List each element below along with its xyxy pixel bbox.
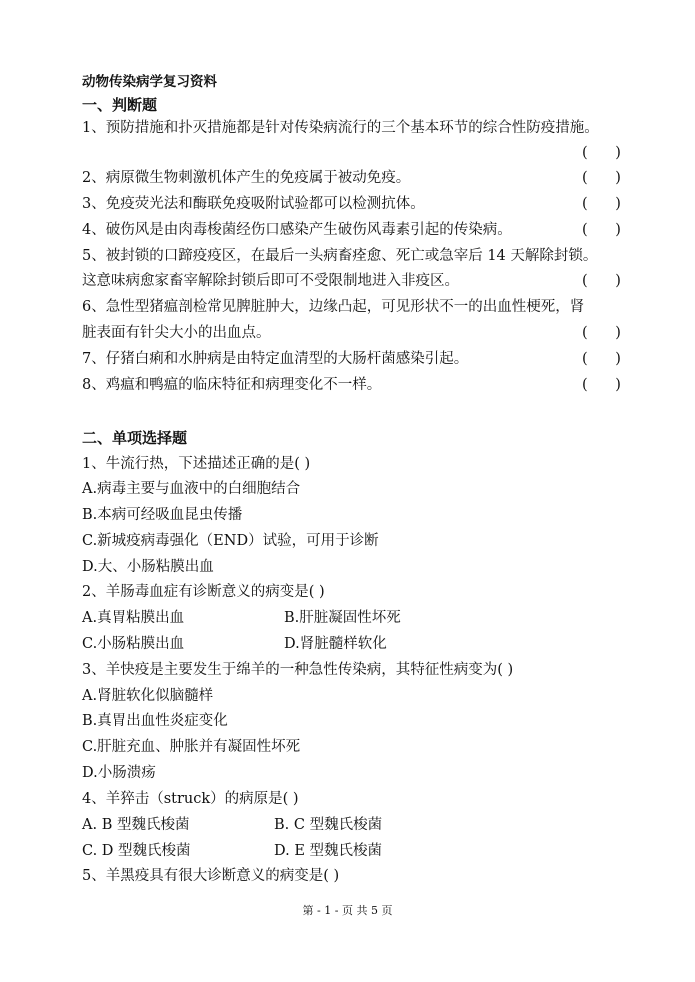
tf-question-3: 3、免疫荧光法和酶联免疫吸附试验都可以检测抗体。 <box>82 196 425 212</box>
tf-question-1: 1、预防措施和扑灭措施都是针对传染病流行的三个基本环节的综合性防疫措施。 <box>82 120 599 136</box>
mc-question-2: 2、羊肠毒血症有诊断意义的病变是( ) <box>82 584 325 600</box>
mc-question-4: 4、羊猝击（struck）的病原是( ) <box>82 791 299 807</box>
mc-option: A. B 型魏氏梭菌 <box>82 817 190 833</box>
mc-question-1: 1、牛流行热，下述描述正确的是( ) <box>82 456 311 472</box>
mc-option: A.肾脏软化似脑髓样 <box>82 688 214 704</box>
mc-question-5: 5、羊黑疫具有很大诊断意义的病变是( ) <box>82 868 340 884</box>
section-heading-true-false: 一、判断题 <box>82 96 158 114</box>
tf-question-7: 7、仔猪白痢和水肿病是由特定血清型的大肠杆菌感染引起。 <box>82 351 469 367</box>
tf-question-6: 6、急性型猪瘟剖检常见脾脏肿大，边缘凸起，可见形状不一的出血性梗死，肾 <box>82 299 585 315</box>
mc-option: B.真胃出血性炎症变化 <box>82 713 228 729</box>
answer-blank: ( ) <box>582 222 621 238</box>
mc-option: C. D 型魏氏梭菌 <box>82 843 191 859</box>
answer-blank: ( ) <box>582 377 621 393</box>
answer-blank: ( ) <box>582 170 621 186</box>
mc-option: C.肝脏充血、肿胀并有凝固性坏死 <box>82 739 301 755</box>
mc-option: A.病毒主要与血液中的白细胞结合 <box>82 481 301 497</box>
answer-blank: ( ) <box>582 273 621 289</box>
answer-blank: ( ) <box>582 196 621 212</box>
page-footer: 第 - 1 - 页 共 5 页 <box>302 904 393 917</box>
mc-question-3: 3、羊快疫是主要发生于绵羊的一种急性传染病，其特征性病变为( ) <box>82 662 514 678</box>
mc-option: C.小肠粘膜出血 <box>82 636 185 652</box>
section-heading-single-choice: 二、单项选择题 <box>82 429 188 447</box>
mc-option: C.新城疫病毒强化（END）试验，可用于诊断 <box>82 533 379 549</box>
mc-option: A.真胃粘膜出血 <box>82 610 185 626</box>
mc-option: D.肾脏髓样软化 <box>284 636 387 652</box>
mc-option: B.本病可经吸血昆虫传播 <box>82 507 243 523</box>
tf-question-6-cont: 脏表面有针尖大小的出血点。 <box>82 325 271 341</box>
tf-question-5: 5、被封锁的口蹄疫疫区，在最后一头病畜痊愈、死亡或急宰后 14 天解除封锁。 <box>82 248 598 264</box>
mc-option: D.大、小肠粘膜出血 <box>82 559 214 575</box>
mc-option: B.肝脏凝固性坏死 <box>284 610 401 626</box>
tf-question-5-cont: 这意味病愈家畜宰解除封锁后即可不受限制地进入非疫区。 <box>82 273 459 289</box>
mc-option: D. E 型魏氏梭菌 <box>274 843 383 859</box>
document-title: 动物传染病学复习资料 <box>82 74 217 90</box>
answer-blank: ( ) <box>582 325 621 341</box>
tf-question-2: 2、病原微生物刺激机体产生的免疫属于被动免疫。 <box>82 170 411 186</box>
tf-question-4: 4、破伤风是由肉毒梭菌经伤口感染产生破伤风毒素引起的传染病。 <box>82 222 512 238</box>
tf-question-8: 8、鸡瘟和鸭瘟的临床特征和病理变化不一样。 <box>82 377 382 393</box>
mc-option: B. C 型魏氏梭菌 <box>274 817 383 833</box>
mc-option: D.小肠溃疡 <box>82 765 156 781</box>
answer-blank: ( ) <box>582 351 621 367</box>
answer-blank: ( ) <box>582 145 621 161</box>
